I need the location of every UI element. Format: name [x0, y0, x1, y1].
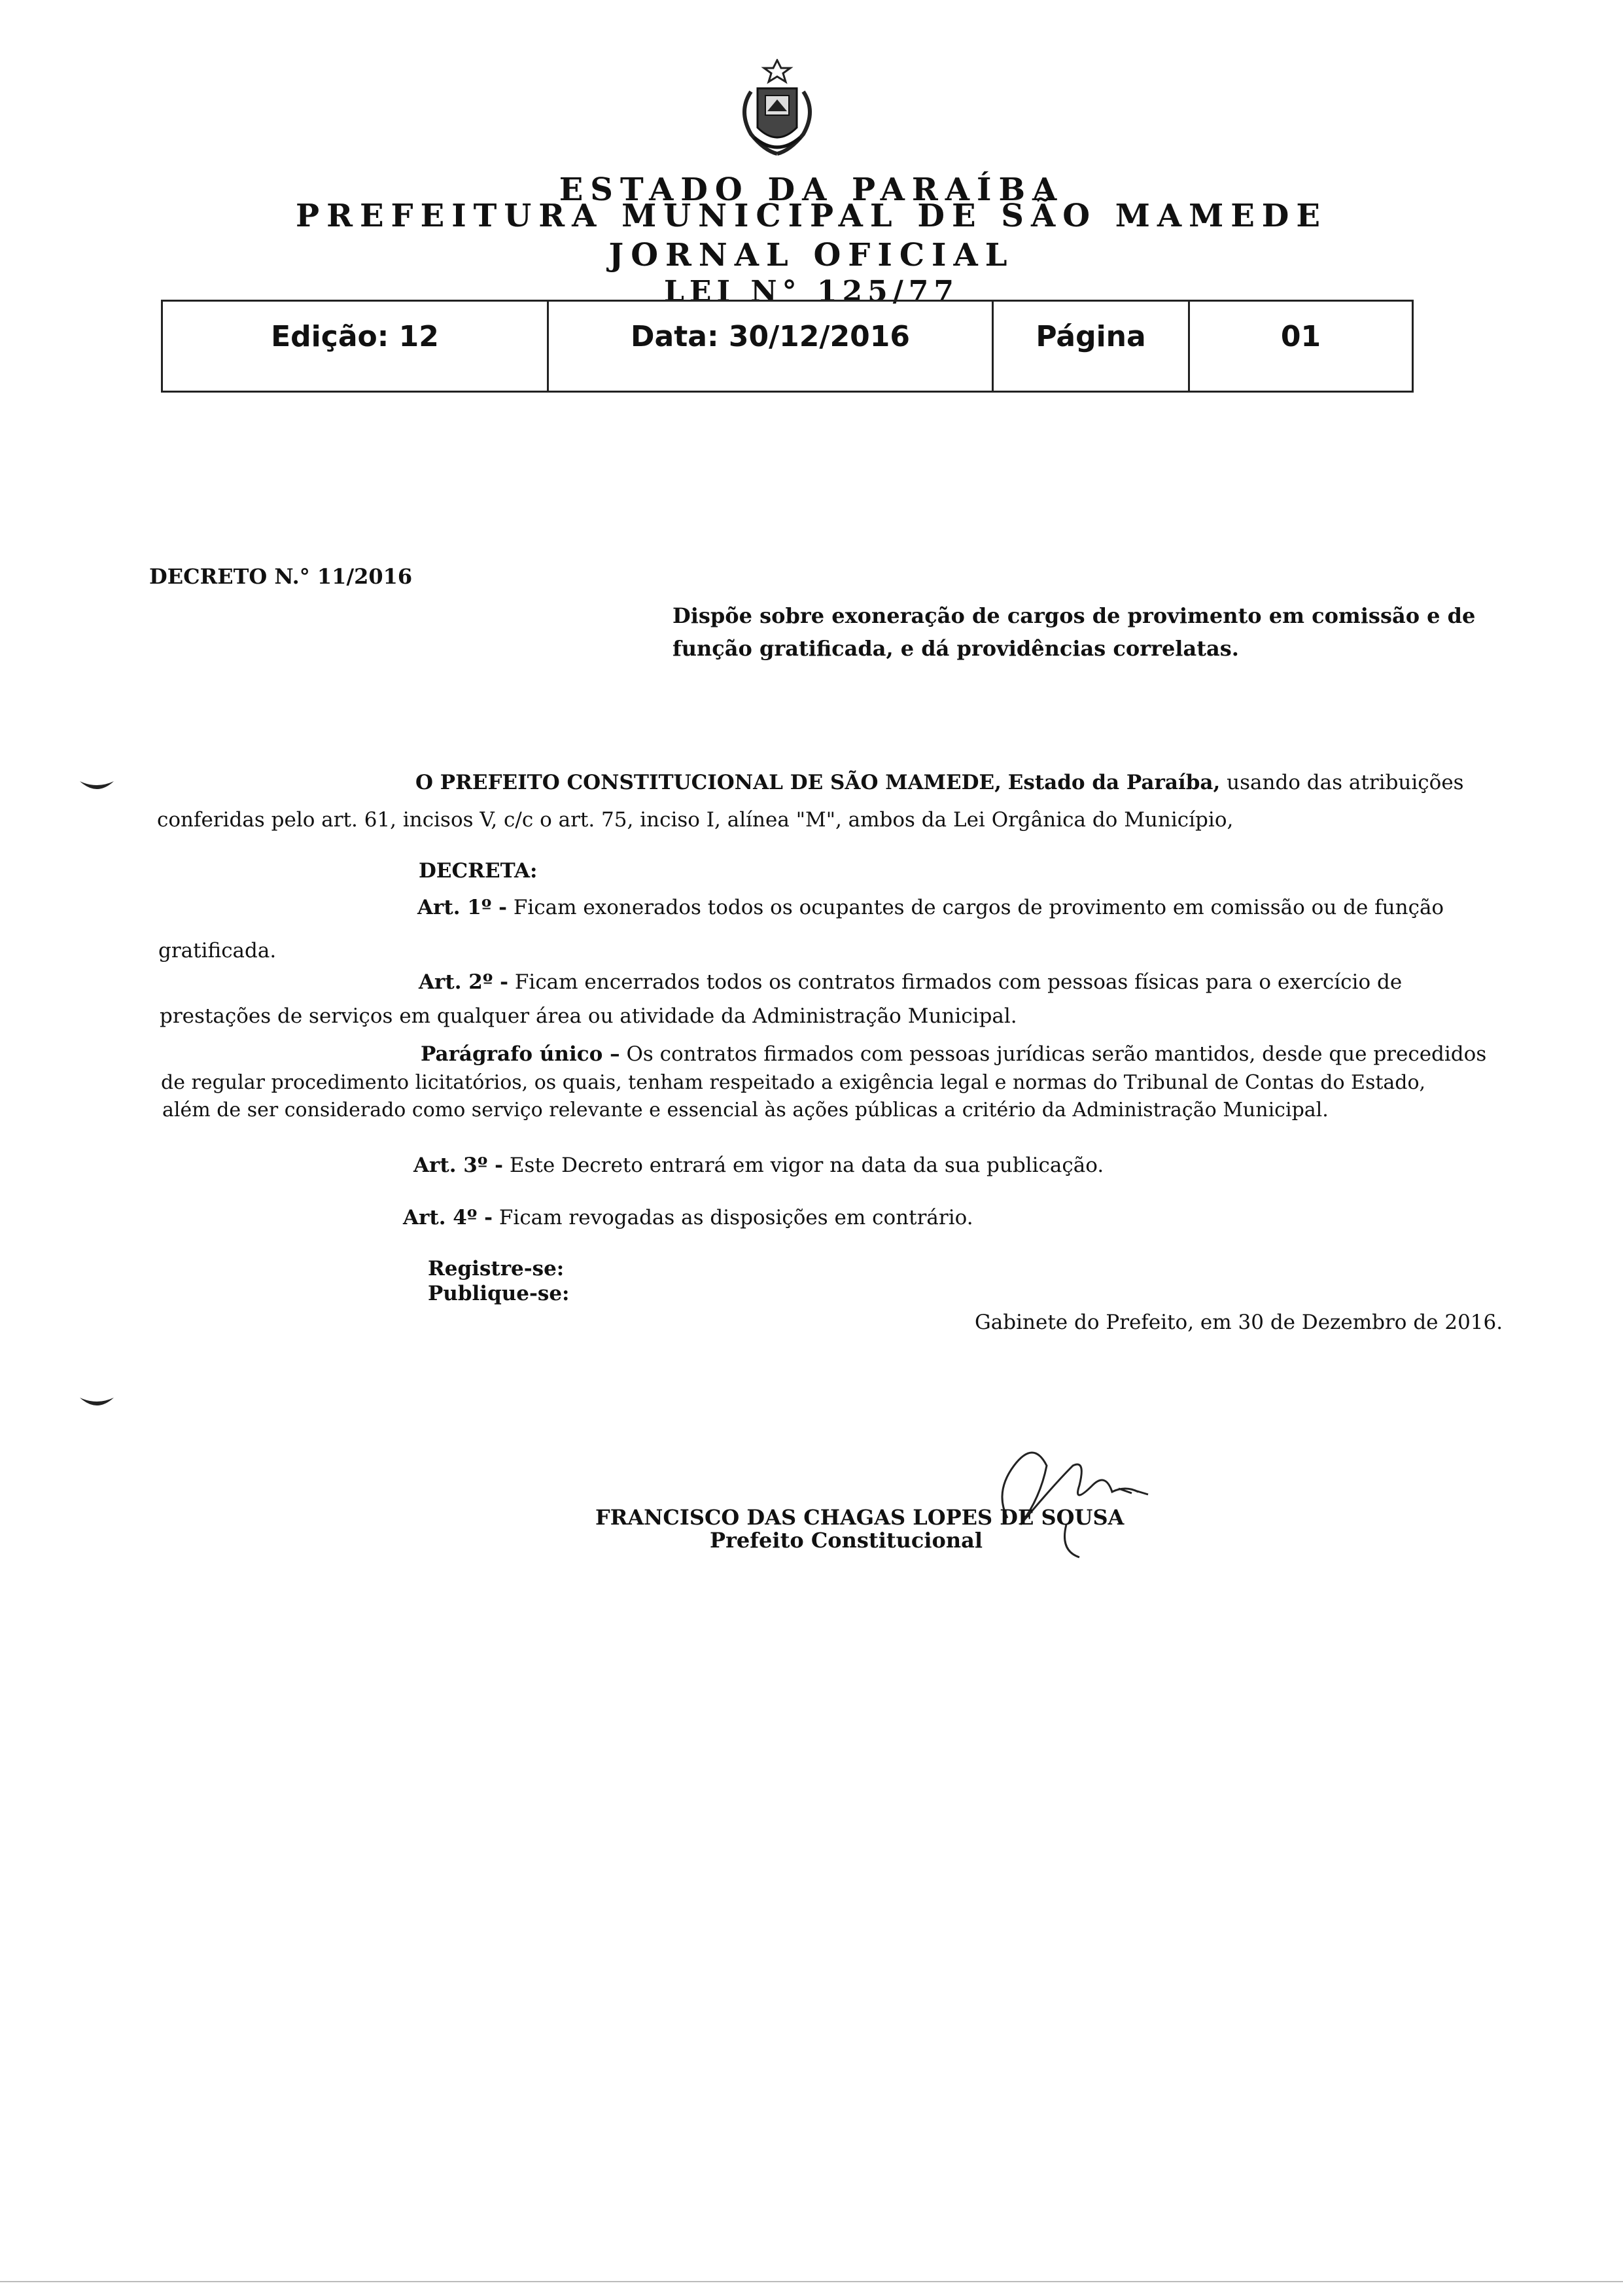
date-cell: Data: 30/12/2016 [549, 302, 994, 391]
scan-edge-line [0, 2281, 1623, 2282]
article-2-label: Art. 2º - [419, 970, 509, 994]
decreta-heading: DECRETA: [419, 859, 538, 883]
header-prefecture: PREFEITURA MUNICIPAL DE SÃO MAMEDE [295, 198, 1328, 234]
article-2 [419, 968, 1402, 996]
paragraph-cont-2: além de ser considerado como serviço relevante e essencial às ações públicas a critério da Administração Municipal. [162, 1099, 1329, 1122]
punch-hole-mark [77, 777, 116, 797]
paragraph-cont-1: de regular procedimento licitatórios, os quais, tenham respeitado a exigência legal e normas do Tribunal de Contas do Estado, [161, 1071, 1426, 1094]
preamble-state: Estado da Paraíba, [1007, 771, 1221, 794]
paragraph-label: Parágrafo único – [421, 1042, 620, 1066]
header-journal: JORNAL OFICIAL [608, 237, 1015, 274]
article-4-label: Art. 4º - [403, 1206, 493, 1229]
article-2-text: Ficam encerrados todos os contratos firmados com pessoas físicas para o exercício de [514, 970, 1403, 994]
preamble-rest: usando das atribuições [1227, 771, 1464, 794]
preamble-line-2: conferidas pelo art. 61, incisos V, c/c o art. 75, inciso I, alínea "M", ambos da Lei Orgânica do Município, [157, 808, 1234, 832]
article-3 [413, 1152, 1104, 1179]
preamble-authority: O PREFEITO CONSTITUCIONAL DE SÃO MAMEDE, [415, 771, 1002, 794]
article-4 [403, 1204, 973, 1231]
article-2-cont: prestações de serviços em qualquer área ou atividade da Administração Municipal. [160, 1004, 1017, 1028]
coat-of-arms-emblem [731, 59, 823, 164]
paragraph-text: Os contratos firmados com pessoas jurídicas serão mantidos, desde que precedidos [626, 1042, 1487, 1066]
preamble-line-1 [415, 769, 1464, 796]
article-1-text: Ficam exonerados todos os ocupantes de cargos de provimento em comissão ou de função [513, 896, 1444, 919]
article-4-text: Ficam revogadas as disposições em contrário. [498, 1206, 973, 1229]
article-1-label: Art. 1º - [417, 896, 508, 919]
registre-se: Registre-se: [428, 1257, 565, 1280]
publique-se: Publique-se: [428, 1282, 570, 1305]
paragraph-unico [421, 1040, 1486, 1068]
handwritten-signature [968, 1426, 1164, 1570]
edition-table [161, 300, 1414, 393]
header-law: LEI N° 125/77 [663, 275, 960, 308]
punch-hole-mark [77, 1394, 116, 1413]
decree-number: DECRETO N.° 11/2016 [149, 564, 413, 589]
header-state: ESTADO DA PARAÍBA [559, 171, 1064, 208]
signatory-role: Prefeito Constitucional [710, 1528, 983, 1553]
signatory-name: FRANCISCO DAS CHAGAS LOPES DE SOUSA [595, 1505, 1125, 1530]
article-1 [417, 894, 1444, 921]
place-date: Gabinete do Prefeito, em 30 de Dezembro de 2016. [975, 1311, 1503, 1334]
article-1-cont: gratificada. [158, 939, 277, 963]
article-3-label: Art. 3º - [413, 1154, 504, 1177]
decree-ementa: Dispõe sobre exoneração de cargos de provimento em comissão e de função gratificada, e dá providências correlatas. [672, 603, 1476, 661]
page-label-cell: Página [994, 302, 1190, 391]
edition-cell: Edição: 12 [163, 302, 549, 391]
article-3-text: Este Decreto entrará em vigor na data da sua publicação. [509, 1154, 1104, 1177]
page-number-cell: 01 [1280, 320, 1321, 353]
